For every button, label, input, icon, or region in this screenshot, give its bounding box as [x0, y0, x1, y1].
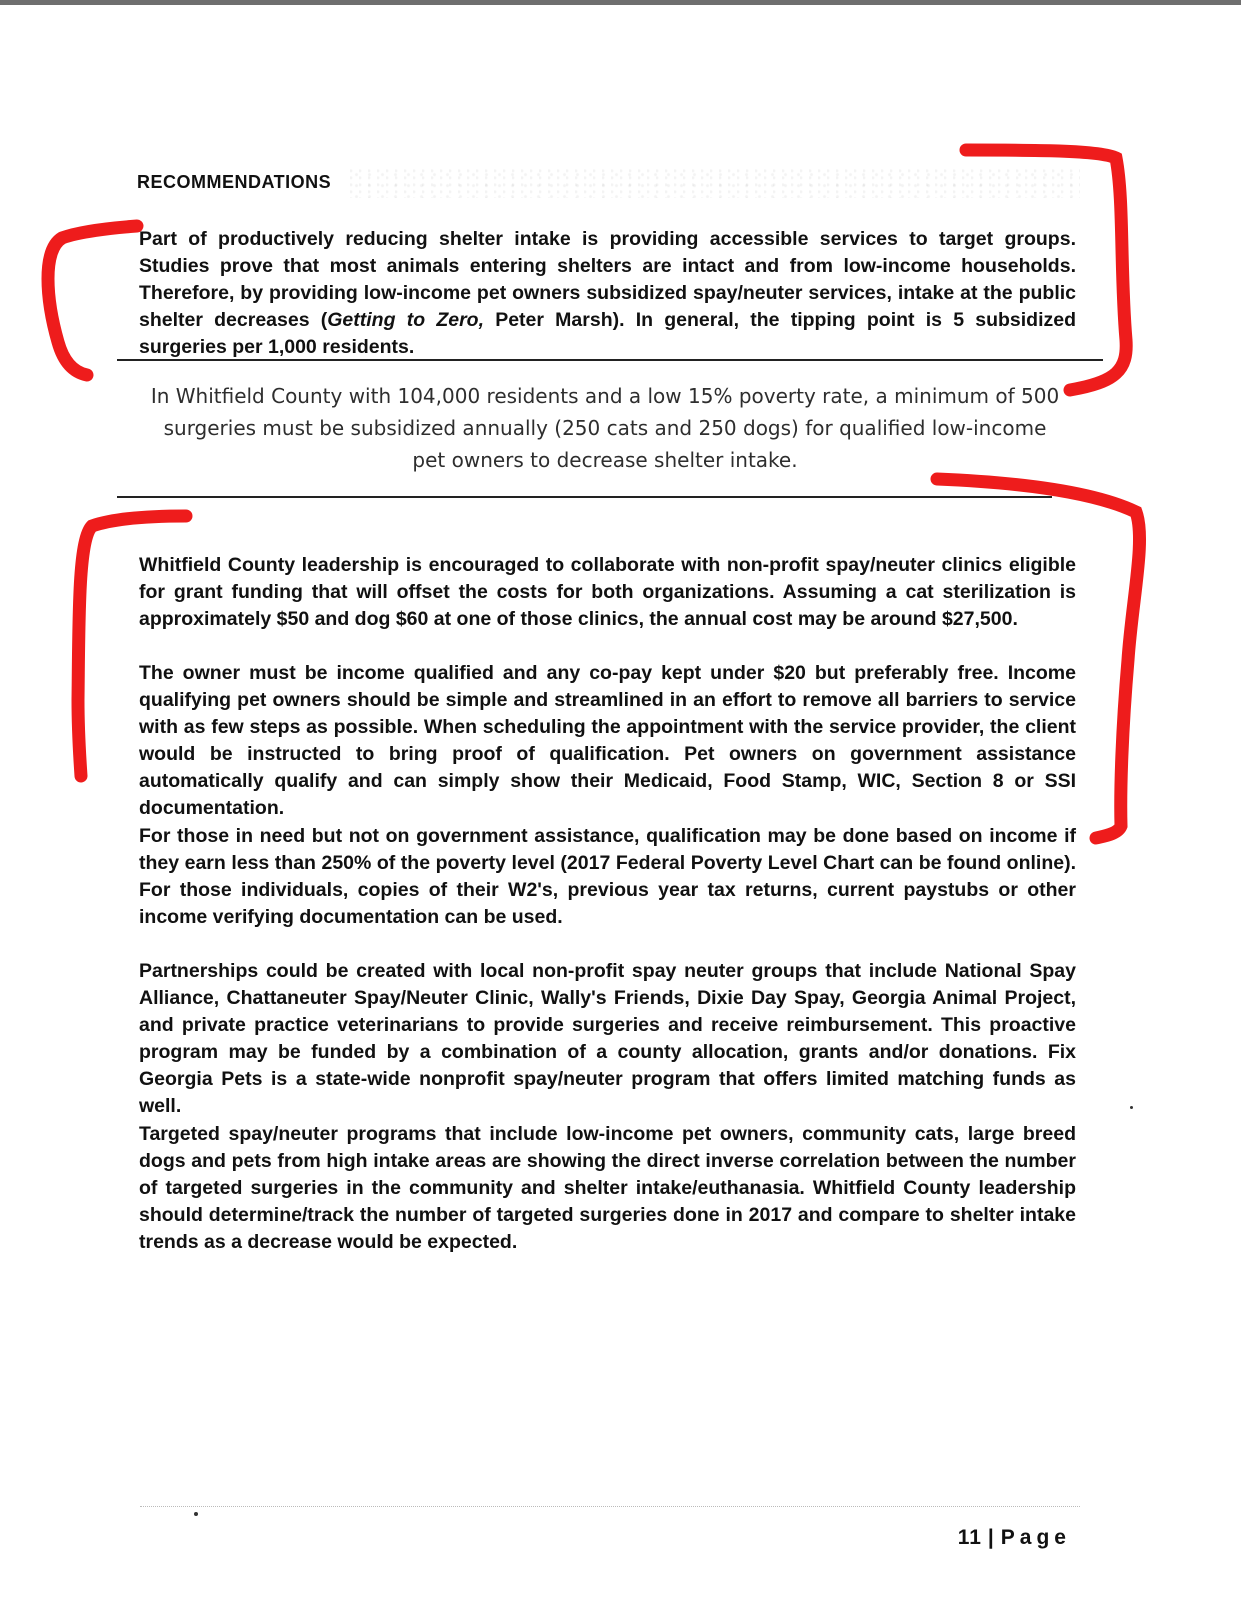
intro-text-end: Peter Marsh). In general, the tipping point is 5 subsidized surgeries per 1,000 residents. [139, 309, 1077, 358]
paragraph-partnerships: Partnerships could be created with local non-profit spay neuter groups that include National Spay Alliance, Chattaneuter Spay/Neuter Clinic, Wally's Friends, Dixie Day Spay, Georgia Animal Project, and private practice veterinarians to provide surgeries and receive reimbursement. This proactive program may be funded by a combination of a county allocation, grants and/or donations. Fix Georgia Pets is a state-wide nonprofit spay/neuter program that offers limited matching funds as well. [139, 960, 1076, 1117]
paragraph-income-qualified: The owner must be income qualified and any co-pay kept under $20 but preferably free. Income qualifying pet owners should be simple and streamlined in an effort to remove all barriers to service with as few steps as possible. When scheduling the appointment with the service provider, the client would be instructed to bring proof of qualification. Pet owners on government assistance automatically qualify and can simply show their Medicaid, Food Stamp, WIC, Section 8 or SSI documentation. [139, 662, 1076, 819]
callout-top-divider [117, 359, 1103, 361]
intro-paragraph [139, 226, 1076, 361]
paragraph-targeted-programs: Targeted spay/neuter programs that include low-income pet owners, community cats, large breed dogs and pets from high intake areas are showing the direct inverse correlation between the number of targeted surgeries in the community and shelter intake/euthanasia. Whitfield County leadership should determine/track the number of targeted surgeries done in 2017 and compare to shelter intake trends as a decrease would be expected. [139, 1123, 1076, 1253]
intro-italic-title: Getting to Zero, [327, 309, 484, 331]
callout-box-text: In Whitfield County with 104,000 residents and a low 15% poverty rate, a minimum of 500 surgeries must be subsidized annually (250 cats and 250 dogs) for qualified low-income pet owners to decrease shelter intake. [150, 384, 1060, 472]
top-border [0, 0, 1241, 5]
red-bracket-left-top [48, 226, 137, 375]
page-number-separator: | [987, 1526, 995, 1549]
paragraph-non-assistance: For those in need but not on government assistance, qualification may be done based on income if they earn less than 250% of the poverty level (2017 Federal Poverty Level Chart can be found online). For those individuals, copies of their W2's, previous year tax returns, current paystubs or other income verifying documentation can be used. [139, 825, 1076, 928]
page-number [958, 1526, 1071, 1550]
scan-noise [350, 168, 1080, 198]
page-word: Page [1000, 1526, 1071, 1549]
callout-bottom-divider [117, 496, 1052, 498]
section-heading: RECOMMENDATIONS [137, 172, 332, 192]
paragraph-collaboration: Whitfield County leadership is encouraged to collaborate with non-profit spay/neuter clinics eligible for grant funding that will offset the costs for both organizations. Assuming a cat sterilization is approximately $50 and dog $60 at one of those clinics, the annual cost may be around $27,500. [139, 554, 1076, 630]
scan-speck [194, 1512, 198, 1516]
scan-speck [1130, 1106, 1133, 1109]
intro-text-start: Part of productively reducing shelter intake is providing accessible services to target groups. Studies prove that most animals entering shelters are intact and from low-income households. Therefore, by providing low-income pet owners subsidized spay/neuter services, intake at the public shelter decreases ( [139, 228, 1076, 331]
page-number-value: 11 [957, 1526, 982, 1549]
footer-dotted-line [140, 1506, 1080, 1507]
